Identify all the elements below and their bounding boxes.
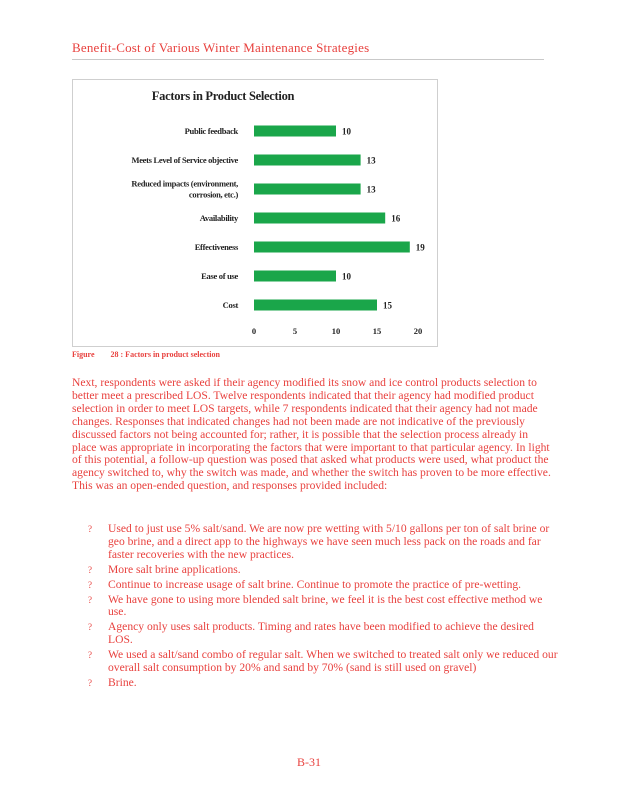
bullet-marker: ?: [88, 622, 92, 633]
data-label: 19: [415, 242, 425, 253]
figure-label: Figure: [72, 350, 95, 359]
page-number: B-31: [297, 755, 321, 769]
data-label: 13: [366, 155, 376, 166]
bar: [254, 213, 385, 224]
bullet-marker: ?: [88, 677, 92, 688]
response-item: [88, 621, 558, 647]
bullet-marker: ?: [88, 650, 92, 661]
data-label: 15: [383, 300, 392, 311]
response-item: [88, 594, 558, 620]
response-text: Brine.: [108, 675, 137, 689]
response-item: [88, 564, 558, 577]
bullet-marker: ?: [88, 579, 92, 590]
body-paragraph: Next, respondents were asked if their agency modified its snow and ice control products selection to better meet a prescribed LOS. Twelve respondents indicated that their agency had modified product selection in order to meet LOS targets, while 7 respondents indicated that their agency had not made changes. Responses that indicated changes had not been made are not indicative of the previously discussed factors not being accounted for; rather, it is possible that the selection process already in place was appropriate in incorporating the factors that were important to that particular agency. In light of this potential, a follow-up question was posed that asked what products were used, what product the agency switched to, why the switch was made, and whether the switch has proven to be more effective. This was an open-ended question, and responses provided included:: [72, 376, 551, 493]
figure-title: 28 : Factors in product selection: [110, 350, 220, 359]
response-item: [88, 677, 558, 690]
response-text: Continue to increase usage of salt brine. Continue to promote the practice of pre-wetting.: [108, 577, 522, 591]
category-label: Public feedback: [184, 126, 238, 136]
x-tick-label: 20: [413, 326, 423, 336]
page-header: Benefit-Cost of Various Winter Maintenance Strategies: [72, 40, 370, 55]
category-label: Effectiveness: [194, 242, 238, 252]
bar: [254, 126, 336, 137]
figure-caption: [72, 350, 234, 359]
x-tick-label: 5: [292, 326, 298, 336]
response-text: Agency only uses salt products. Timing and rates have been modified to achieve the desired LOS.: [108, 620, 534, 647]
data-label: 16: [391, 213, 401, 224]
chart-svg: [73, 80, 439, 348]
category-label: Cost: [222, 300, 238, 310]
bullet-marker: ?: [88, 594, 92, 605]
x-tick-label: 10: [331, 326, 341, 336]
response-text: We used a salt/sand combo of regular salt. When we switched to treated salt only we reduced our overall salt consumption by 20% and sand by 70% (sand is still used on gravel): [108, 648, 558, 675]
data-label: 10: [342, 271, 351, 282]
data-label: 13: [366, 184, 376, 195]
bar: [254, 271, 336, 282]
bullet-marker: ?: [88, 524, 92, 534]
response-list: [88, 523, 558, 692]
bar: [254, 155, 361, 166]
bar: [254, 300, 377, 311]
chart-title: Factors in Product Selection: [151, 89, 295, 103]
response-item: [88, 579, 558, 592]
bar-chart: [72, 79, 438, 347]
response-text: We have gone to using more blended salt brine, we feel it is the best cost effective method we use.: [108, 592, 543, 619]
response-item: [88, 649, 558, 675]
category-label: Meets Level of Service objective: [131, 155, 238, 165]
category-label: Reduced impacts (environment,: [131, 178, 238, 189]
bullet-marker: ?: [88, 564, 92, 575]
header-divider: [72, 59, 544, 60]
bar: [254, 242, 410, 253]
bar: [254, 184, 361, 195]
response-text: Used to just use 5% salt/sand. We are now pre wetting with 5/10 gallons per ton of salt brine or geo brine, and a direct app to the highways we have seen much less pack on the roads and far faster recoveries with the new practices.: [108, 522, 550, 561]
category-label: Availability: [199, 213, 238, 223]
x-tick-label: 0: [251, 326, 257, 336]
x-tick-label: 15: [372, 326, 382, 336]
response-item: [88, 523, 558, 562]
response-text: More salt brine applications.: [108, 562, 241, 576]
category-label: corrosion, etc.): [188, 189, 238, 200]
data-label: 10: [342, 126, 351, 137]
category-label: Ease of use: [201, 271, 238, 281]
